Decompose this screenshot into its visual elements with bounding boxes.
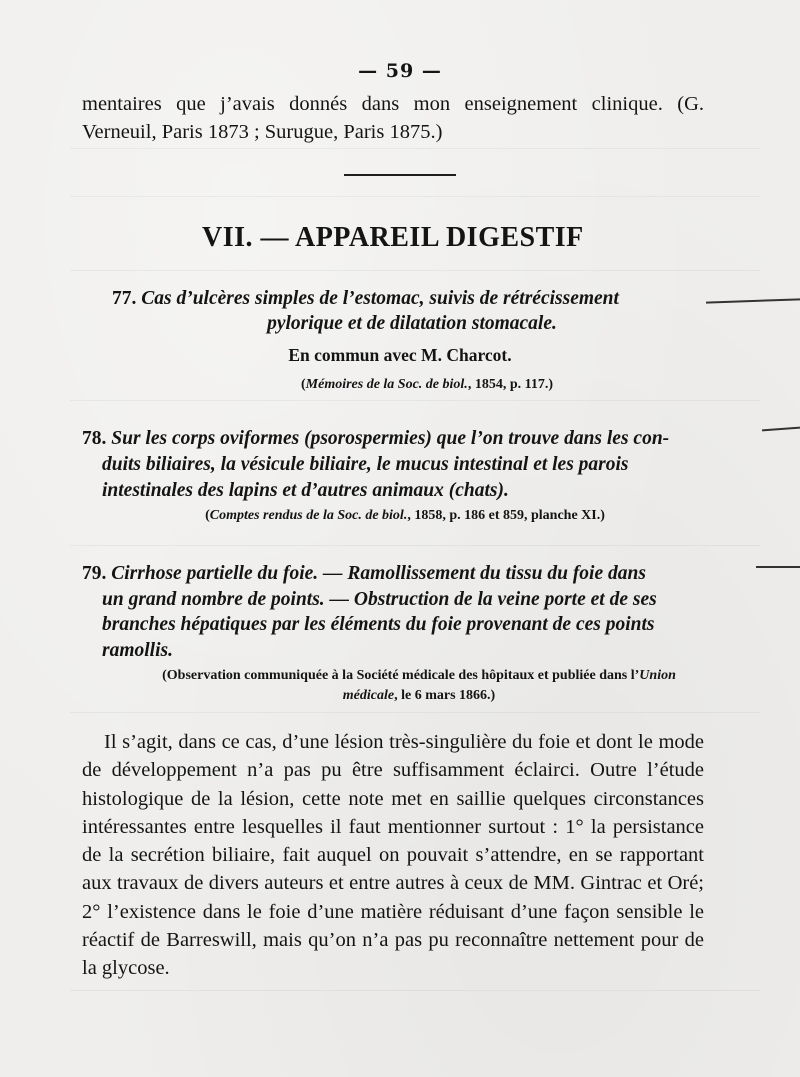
entry-77-title-text: Cas d’ulcères simples de l’estomac, suivis de rétrécissement (141, 288, 619, 309)
page-number: — 59 — (358, 60, 442, 82)
bleed-through-line (70, 196, 760, 197)
entry-77-reference: (Mémoires de la Soc. de biol., 1854, p. 117.) (300, 377, 553, 392)
entry-79-title (82, 561, 700, 663)
entry-78-reference-open: ( (205, 508, 210, 523)
entry-77-reference-details: , 1854, p. 117. (467, 377, 549, 392)
section-heading: VII. — APPAREIL DIGESTIF (202, 222, 584, 253)
entry-79-reference-line1: (Observation communiquée à la Société médicale des hôpitaux et publiée dans l’ (162, 668, 640, 683)
entry-79-title-line2: un grand nombre de points. — Obstruction de la veine porte et de ses (102, 588, 657, 610)
entry-79-reference-date: , le 6 mars 1866.) (394, 688, 496, 703)
entry-77-title-line1 (112, 286, 619, 312)
bleed-through-line (70, 712, 760, 713)
entry-78-title-line3: intestinales des lapins et d’autres animaux (chats). (102, 480, 509, 501)
bleed-through-line (70, 990, 760, 991)
entry-79-reference (0, 666, 800, 706)
entry-78-reference-journal: Comptes rendus de la Soc. de biol. (209, 508, 408, 523)
entry-77-number: 77. (112, 288, 137, 309)
bleed-through-line (70, 545, 760, 546)
entry-77-title-line2: pylorique et de dilatation stomacale. (267, 313, 557, 334)
margin-mark (706, 298, 800, 303)
entry-78-reference-details: , 1858, p. 186 et 859, planche XI.) (407, 508, 605, 523)
entry-78-title-line1: Sur les corps oviformes (psorospermies) que l’on trouve dans les con- (111, 428, 670, 449)
section-divider (344, 174, 456, 176)
entry-78-title-line2: duits biliaires, la vésicule biliaire, le mucus intestinal et les parois (102, 454, 629, 475)
bleed-through-line (70, 270, 760, 271)
entry-79-number: 79. (82, 563, 107, 584)
entry-79-title-line1: Cirrhose partielle du foie. — Ramollissement du tissu du foie dans (111, 563, 646, 584)
intro-paragraph: mentaires que j’avais donnés dans mon enseignement clinique. (G. Verneuil, Paris 1873 ; Surugue, Paris 1875.) (82, 93, 704, 144)
entry-79-title-line4: ramollis. (102, 639, 173, 661)
entry-79-reference-journal: médicale (342, 688, 395, 703)
bleed-through-line (70, 148, 760, 149)
entry-77-collaboration: En commun avec M. Charcot. (288, 345, 512, 365)
entry-79-description: Il s’agit, dans ce cas, d’une lésion très-singulière du foie et dont le mode de développement n’a pas pu être suffisamment éclairci. Outre l’étude histologique de la lésion, cette note met en saillie quelques circonstances intéressantes entre lesquelles il faut mentionner surtout : 1° la persistance de la secrétion biliaire, fait auquel on pouvait s’attendre, en se rapportant aux travaux de divers auteurs et entre autres à ceux de MM. Gintrac et Oré; 2° l’existence dans le foie d’une matière réduisant d’une façon sensible le réactif de Barreswill, mais qu’on n’a pas pu reconnaître nettement pour de la glycose. (82, 731, 704, 980)
entry-78-reference (0, 508, 800, 524)
bleed-through-line (70, 400, 760, 401)
entry-79-reference-union: Union (639, 668, 676, 683)
margin-mark (756, 566, 800, 568)
entry-79-title-line3: branches hépatiques par les éléments du foie provenant de ces points (102, 614, 655, 635)
entry-77-reference-journal: Mémoires de la Soc. de biol. (305, 377, 468, 392)
margin-mark (762, 427, 800, 431)
entry-78-number: 78. (82, 428, 107, 449)
entry-78-title (82, 426, 700, 504)
